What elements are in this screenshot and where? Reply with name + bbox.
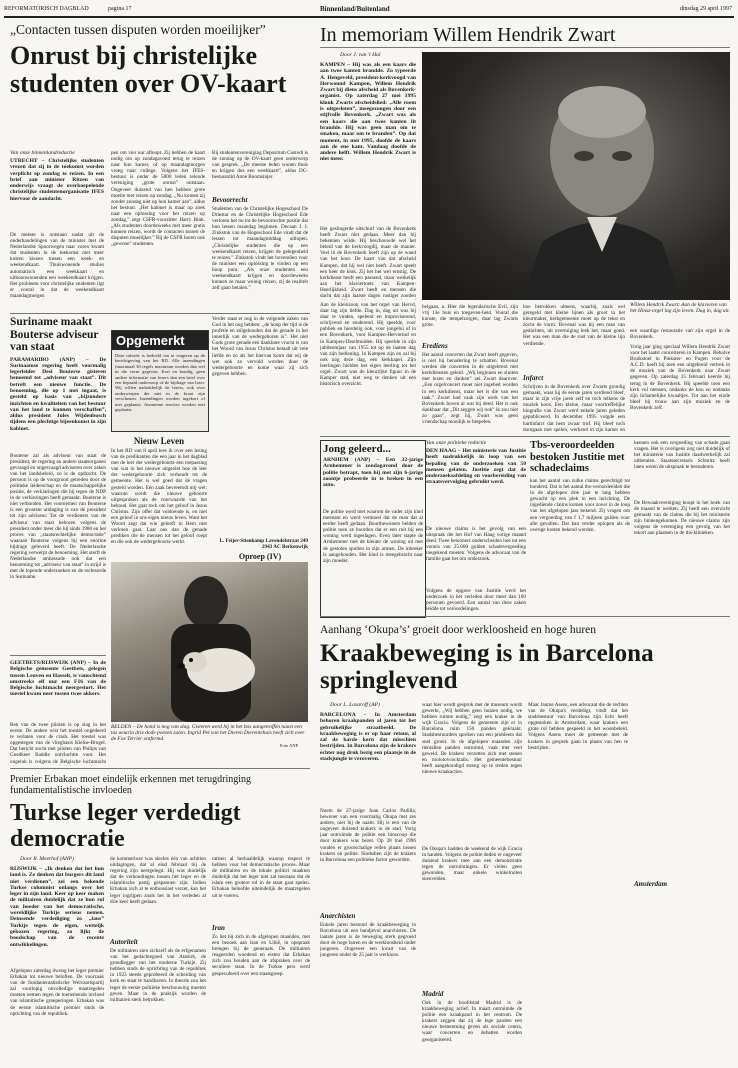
jong-lead: ARNHEM (ANP) – Een 32-jarige Arnhemmer is zondagavond door de politie betrapt, toen hij met zijn 6-jarige zoontje probeerde in te breken in een auto. xyxy=(323,457,423,489)
zwart-lead: KAMPEN – Hij was als een kaars die aan twee kanten brandde. Zo typeerde A. Hengeveld, president-kerkvoogd van Herwonnd Kampen, Willem Hendrik Zwart bij diens afscheid als Bovenkerk-organist. Op zaterdag 27 mei 1995 klonk Zwarts afscheidslied: „Alle roem is uitgesloten”, meegezongen door een stijfvolle Bovenkerk. „Zwart was als een kaars die aan twee kanten lit brandde. Hij was geen man om te smaken, maar om te branden”. Op dat moment, in mei 1995, doofde de kaars aan de ene kant. Vandaag doofde de andere helft. Willem Hendrik Zwart is niet meer. xyxy=(320,62,416,163)
header-rule xyxy=(4,16,734,18)
paper-name: REFORMATORISCH DAGBLAD xyxy=(4,6,89,12)
turk-byline: Door R. Meerhof (ANP) xyxy=(20,856,74,862)
kraak-body-4: Ook in de hoofdstad Madrid is de kraakbeweging actief. In maart ontruimde de politie een kraakpand in het centrum. De krakers zeggen dat zij de lege panden een nieuwe bestemming geven als sociale centra, waar concerten en debatten worden georganiseerd. xyxy=(422,1000,522,1043)
kraak-body-5: Maar Jaume Asens, een advocaat die de rechten van de Okupa's verdedigt, vindt dat het stadsbestuur van Barcelona zijn licht heeft opgestoken in Amsterdam, waar krakers een grote rol hebben gespeeld in het woonbeleid. Volgens Asens moet de gemeente met de krakers in gesprek gaan in plaats van hen te bestrijden. xyxy=(528,702,628,751)
page-header xyxy=(4,4,734,16)
zwart-headline: In memoriam Willem Hendrik Zwart xyxy=(320,24,616,46)
onrust-body-3: Bij studentenvereniging Depositum Custodi is de zondag op de OV-kaart geen onderwerp van gesprek. „De meeste leden wonen thuis en krijgen dus een weekkaart”, aldus DC-bestuurslid Anne Boomsinjer. xyxy=(212,150,308,181)
turk-body-2: de kommerloze was slechts één van achttien uitdagingen, dat al eind februari bij de regering zijn neergelegd. Hij was duidelijk dat de verhoudingen tussen het leger en de islamitische partij gespannen zijn. Indien Erbakan zich al te enthousiast verzet, kan het leger ingrijpen zoals het in het verleden al drie keer heeft gedaan. xyxy=(110,856,206,905)
onrust-headline: Onrust bij christelijke studenten over OV-kaart xyxy=(10,41,287,98)
opgemerkt-subhead: Nieuw Leven xyxy=(133,436,185,446)
suriname-box xyxy=(10,316,106,652)
zwart-body-2: Aan de kleinzoon van het orgel van Hervd, daar lag zijn liefde. Dag in, dag uit was hij daar te vinden, spelend en improviserend, schrijvend en studerend. Hij speelde, voor publiek en hierdelig ook, voor jongelui of in een Bovenkerk, voor Kampen-Hervormd en in Kampen-IJsselmuiden. Hij speelde in zijn jubileumjaar van 1955 tot op de laatste dag van zijn bediening. In Kampen zijn en zal hij ook nog deze dag, een kerkkapel. Zijn leerlingen hielden het eigen leerling tot het orgel. Zwart was de kleurrijke figuur in de Kamper stad, niet weg te denken uit een historisch overzicht. xyxy=(320,302,416,388)
turk-subhead-autoriteit: Autoriteit xyxy=(110,938,138,946)
zwart-body-9: Vorig jaar ging speciaal Willem Hendrik Zwart voor het laatst concerteren in Kampen. Behalve Bruikstoel in Pinkster- en Pogen voor de A.C.D. heeft hij toen een uitgebreid vertrek in de muziek van de Bovenkerk naar Zwart gegeven. Op zaterdag 15 februari keerde hij terug in de Bovenkerk. Hij speelde toen een kerk vol mensen, ondanks de kou en ondanks zijn lichamelijke kwaaltjes. Tot aan het einde bleef hij trouw aan zijn muziek en de Bovenkerk zelf. xyxy=(630,344,730,411)
onrust-lead: UTRECHT – Christelijke studenten vrezen dat zij in de toekomst worden verplicht op zondag te reizen. In een brief aan minister Ritzen van onderwijs vraagt de overkoepelende christelijke studentenorganisatie IFES hiervoor de aandacht. xyxy=(10,158,104,202)
jong-headline: Jong geleerd... xyxy=(323,443,391,455)
kraak-subhead-anarchisten: Anarchisten xyxy=(320,912,356,920)
divider xyxy=(320,47,730,48)
turk-body-4: ratisen al herhaaldelijk waarop respect te hebben voor het democratische proces. Maar de militairen en de lokale politici maakten duidelijk dat het leger niet zal toestaan dat de islam een grotere rol in de staat gaat spelen. Erbakan beloofde uiteindelijk de maatregelen uit te voeren. xyxy=(212,856,310,899)
zwart-portrait xyxy=(422,52,730,300)
zwart-body-6: hoe betrokken uiteens, waarbij, zoals wel geregeld met kleine lijnen als groot in het kleurmaker, kerkgemeente moet op de tekst en zocht de vorm. Bovenal was hij een man van gedachten, uit overtuiging leek het, maar goed. Het was een man die de rust van de kleine lijn verdiende. xyxy=(523,304,625,347)
turk-lead: RIJSWIJK – „Ik denken dat het hun land is. Ze denken dat burgers dit land niet verdienen”, zei een bekende Turkse columnist onlangs over het leger in zijn land. Keer op keer maken de militairen duidelijk dat ze hun rol van hoeder van het democratische, wereldlijke Turkije serieus nemen. Deinsende verdediging zo „laus” Turkije tegen de eigen, wetteljk gekozen regering, zo lijkt de boodschap van de recente ontwikkelingen. xyxy=(10,866,104,948)
divider xyxy=(10,655,106,656)
tbs-body: kan het aantal van zulke claims gerechtigd tot honderd. Dat is het aantal tbs-veroordeelden die in de afgelopen drie jaar te lang hebben gewacht op een plek in een inrichting. De ingediende claims komen voor zover in de loop van het afgelopen jaar bekend. Zij vragen om een vergoeding van f 1,7 miljoen gulden voor alle gevallen. Dat kan verder oplopen als de overige kosten bekend worden. xyxy=(530,478,630,533)
dog-photo xyxy=(111,562,308,722)
geetbets-lead: GEETBETS/RIJSWIJK (ANP) – In de Belgische gemeente Geetbets, gelegen tussen Leuven en Hasselt, is vanochtend omstreeks elf uur een F16 van de Belgische luchtmacht neergestort. Het toestel kwam neer tussen twee akkers. xyxy=(10,660,106,698)
geetbets-body: Ben van de twee piloten is op slag in het eerste. De andere wist het toestel ongedeerd te verlaten voor de crash. Het toestel was opgestegen van de vliegbasis Kleine-Brogel. Dat bericht zocht met piloten van Philips van Goedkeer Baddle ontvluchtte voor. Het ongeluk is volgens de Belgische luchtmacht xyxy=(10,722,106,765)
kraak-subhead-amsterdam: Amsterdam xyxy=(634,880,668,888)
tbs-body-2: kennen ook een vergoeding van schade gaan vragen. Het is overigens nog niet duidelijk of het ministerie van Justitie daadwerkelijk zal uitbetalen. Staatssecretaris Schmitz heeft laten weten de uitspraak te bestuderen. xyxy=(634,440,730,471)
zwart-body-4: Het aantal concerten dat Zwart heeft gegeven, is niet bij benadering te schatten. Bovenal werden die concerten in de uitgebreid met kerkdiensten geleid. „Wij beginnen en sluiten met lezen en danken” zei Zwart daarover. „Een orgelconcert moet niet ingebed worden in een kerkdienst, maar het is die van een taak.” Zwart had vaak zijn werk van het Bovenkerk boven al wat hij deed. Het is ook dankbaar dat „Dit zeggen wij ook” ik zou niet zo gaan”, zegt hij, Zwart was geen vriendschap moeilijk te bespelen. xyxy=(422,352,518,426)
page-number: pagina 17 xyxy=(108,6,132,12)
zwart-photo-caption: Willem Hendrik Zwart: Aan de klavieren van het Hinsz-orgel lag zijn leven. Dag in, dag uit. xyxy=(630,302,730,315)
opgemerkt-box-text: Deze rubriek is bedoeld om te reageren op de berichtgeving van het RD. Alle inzendingen (maximaal 30 regels maximum worden dan wel in die vorm gegeven. Kort en bondig, geen andere informatie van lezers dan een brief over een bepaald onderwerp of de bijdrage van lezer. Wij willen nadrukkelijk de lezers, ook over onderwerpen die niet in de krant zijn verschenen. Inzendingen worden ingekort of niet geplaatst. Anonieme reacties worden niet geplaatst. xyxy=(115,353,205,413)
onrust-body-2: pen om vier uur afloopt. Zij hebben de kaart nodig om op zondagavond terug te reizen naar hun kamer, of op maandagmorgen vroeg naar college. Volgens het IFES-bestuur is onder de 5000 leden telende vereniging „grote onrust” ontstaan. Ongeveer duizend van hen hebben grote moeite met reizen op zondag. „Nu komen zij zonder zondag niet op hun kamer aan”, aldus het bestuur. „Het kabinet is maar op zoek naar een oplossing voor het reizen op zondag,” zegt CSFR-voorzitter Harry Bink. „Als studenten doordeweeks met meer gratis kunnen reizen, wordt de contacten tussen de disputen moeilijker.” Bij de CSFR horen ook „gewone” studenten. xyxy=(111,150,205,248)
opgemerkt-title: Opgemerkt xyxy=(112,331,208,350)
kraak-subhead-madrid: Madrid xyxy=(422,990,444,998)
zwart-body-1: Het geslingerde uitschuif van de Bovenkerk heeft Zwart niet gedaan. Meer dan hij bekennen wilde. Hij beschouwde wel het beleid van de kerkvoogdij, maar de manier. Veel in de Bovenkerk heeft zijn op de wand van het koor. De kaart van dat afscheid Kampen, dat hij wel niet heeft. Zwart speelt een keer de klok. Zij het het wel ernstig. De kerkdienst heeft een passend, maar werkelijk aan het klaviertoets van Kampen-Heerlijkheid. Zwart heeft en mensen die dacht dat zijn laatste dagen rustiger zouden xyxy=(320,226,416,300)
kraak-body-2: Enkele jaren bestond de kraakbeweging in Barcelona uit een handjevol anarchisten. De laatste jaren is de beweging sterk gegroeid door de hoge huren en de werkloosheid onder jongeren. Ongeveer een kwart van de jongeren onder de 25 jaar is werkloos. xyxy=(320,922,416,959)
zwart-subhead-erediens: Erediens xyxy=(422,342,448,350)
zwart-byline: Door J. van 't Hul xyxy=(340,52,381,58)
divider xyxy=(10,313,310,314)
kraak-body-3: waar hier wordt gesprok met de museum wordt gewerkt, „Wij hebben geen huizen nodig, we hebben ruimte nodig,” zegt een kraker in de wijk Gracia. Volgens de gemeente zijn er in Barcelona ruim 150 panden gekraakt. Stadsbestuurders spreken van een probleem dat snel groeit. In de afgelopen maanden zijn tientallen panden ontruimd, vaak met veel geweld. De krakers verzetten zich met stenen en molotovcocktails. Het gemeentebestuur heeft aangekondigd streng op te treden tegen nieuwe kraakacties. xyxy=(422,702,522,776)
zwart-subhead-infarct: Infarct xyxy=(523,374,544,382)
onrust-body-1: De meeste is ontstaan nadat uit de onderhandelingen van de minister met de Nederlandse Spoorwegen naar voren kwam dat studenten in de toekomst met meer kosten kiezen tussen een week- en weekendkaart. Thuiswonende studies automatisch een weekkaart en uitboonwonenden een weekendkaart krijgen. Het probleem voor christelijke studenten ligt er vooral in dat de weekendkaart maandagmorgen xyxy=(10,232,104,299)
zwart-body-8: een waardige restauratie van zijn orgel in de Bovenkerk. xyxy=(630,328,730,341)
suriname-lead: PARAMARIBO (ANP) – De Surinaamse regering heeft voormalig legerleider Desi Bouterse gisteren benoemd tot „adviseur van staat”. Dit betreft een nieuwe functie. De benoeming, die op 1 mei ingaat, is gesteld op basis van „bijzondere inzichten en kwaliteiten van het bestuur van het land te kunnen verschaffen”, aldus president Jules Wijdenbosch tijdens een plechtige bijeenkomst in zijn kabinet. xyxy=(10,356,106,432)
kraak-byline: Door L. Lozaroff (AP) xyxy=(330,702,380,708)
turk-body-5: Zo liet hij zich in de afgelopen maanden, met een bezoek aan Iran en Libië, in opspraak brengen bij de generaals. De militairen reageerden woedend en eisten dat Erbakan zich zou houden aan de afspraken over de seculiere staat. In de Turkse pers werd gespeculeerd over een staatsgreep. xyxy=(212,934,310,977)
onrust-subhead-bevoorrecht: Bevoorrecht xyxy=(212,196,248,204)
zwart-body-3: belgaan, u. Hier die legendarische Evil, zijn vrij 13e huis en toegeven-heid. Vooral die kunste, die tempelzorgen, daar lag Zwarts grote. xyxy=(422,304,518,329)
turk-headline: Turkse leger verdedigt democratie xyxy=(10,800,241,852)
tbs-body-3: De Bewaakvereniging hoopt in het boek van de maand te werken. Zij heeft een overzicht gemaakt van de claims die bij het ministerie zijn binnengekomen. De nieuwe claims zijn volgens de vereniging een gevolg van het tekort aan plaatsen in de tbs-klinieken. xyxy=(634,500,730,537)
header-date: dinsdag 29 april 1997 xyxy=(679,6,732,12)
suriname-headline: Suriname maakt Bouterse adviseur van staat xyxy=(10,316,99,353)
nl-byline: Van onze politieke redactie xyxy=(426,440,487,446)
turk-kicker: Premier Erbakan moet eindelijk erkennen met terugdringing fundamentalistische invloeden xyxy=(10,774,252,796)
onrust-body-4: Studenten van de Christelijke Hogeschool De Driestar en de Christelijke Hogeschool Ede verloren het nu tot de bevoorrechte positie dat hun lessen maandag beginnen. Decaan J. J. Zinkstok van de Hogeschool Ede vindt dat de lessen tot maandagmiddag uitlopen. „Christelijke studenten die op een weekendkaart reizen, krijgen de gelegenheid te reizen.” Zinkstok vindt het bovendien voor de minister een oplossing te vinden op een hoop punt. „Als onze studenten een weekendkaart krijgen en doordeweeks kunnen ze maar weinig reizen, zij de realiteit zelf gaan betalen.” xyxy=(212,206,308,292)
divider xyxy=(320,616,730,617)
dog-photo-credit: Foto ANP xyxy=(280,743,299,748)
kraak-body-6: De Okupa's hadden de weekend de wijk Gracia in handen. Volgens de politie deden er ongeveer duizend krakers mee aan een demonstratie tegen de ontruimingen. Er vielen geen gewonden, maar enkele winkelruiten sneuvelden. xyxy=(422,846,522,883)
kraak-kicker: Aanhang ‘Okupa’s’ groeit door werkloosheid en hoge huren xyxy=(320,624,597,636)
nl-body: De nieuwe claims is het gevolg van een uitspraak die het Hof van Haag vorige maand deed. Twee bewoners onderscheiden hoe tot een vonnis van 25.000 gulden schadevergoeding toegekend moeten. Volgens de advocaat van de familie gaat het om onderzoek. xyxy=(426,526,526,563)
jong-body: De politie werd met waarom de vader zijn kind meenam en werd vermoed dat de man dat al eerder heeft gedaan. Buurtbewoners belden de politie toen ze hoorden dat er een ruit bij een woning werd ingeslagen. Even later stapte de Arnhemmer met de kleuter de woning uit met de gestolen spullen in zijn armen. De inbreker is aangehouden. Het kind is meegebracht naar zijn moeder. xyxy=(323,509,423,564)
opgemerkt-body-2: Verder staat er nog in de volgende zaken van God in het oog hebben: „de hoop der tijd is de profetie en stilgehouden dat de genade in het innerlijk van de wedergeboren is”. Het niet Gods grote genade een dankbare vrucht is van het Woord van Jezus Christus betaalt uit vele liefde en zo als het hiervan komt dat wij de wet ook zo vervuld worden door de wedergeboorte en kome waar zij zich gegeven hebben. xyxy=(212,316,308,377)
nl-body-2: Volgens de opgave van Justitie werd het onderzoek in het verleden door meer dan 100 personen gevoerd. Een aantal van deze zaken leidde tot veroordelingen. xyxy=(426,588,526,612)
opgemerkt-signature: L. Feijer-Stienkamp Lavendelstraat 249 2943 AC Berkenwijk xyxy=(219,538,308,550)
zwart-portrait-illustration xyxy=(422,52,730,300)
opgemerkt-body: In het RD van 8 april lees ik over een lezing van de predikanten die een jaar in het dagblad met de leer der wedergeboorte een toepassing van wat in het nieuwe uitgeziet hoe de leer der wedergeboorte zich verhoudt tot de gemeente. Het is wel goed dat de vragen gesteld worden. Eén zaak bevreemdt mij wel: waarom wordt die nieuwe geboorte uitgesproken als de voorwaarde van het behoud. Het gaat toch om het geloof in Jezus Christus. Zijn offer dat voldoende is, en niet een geloof in ons eigen nieuw leven. Want het Woord zegt dat wie gelooft in Hem niet verloren gaat. Laat ons dan de genade prediken die de mensen tot het geloof roept en die ook de wedergeboorte werkt. xyxy=(111,448,207,546)
onrust-byline: Van onze binnenlandredactie xyxy=(10,150,75,156)
kraak-lead: BARCELONA – In Amsterdam behoren kraakpanden al jaren tot het gebruikelijke straatbeeld. De kraakbeweging is er op haar retour, al zal de harde kern dat misschien bestrijden. In Barcelona zijn de krakers echter nog druk bezig een plaatsje in de stadsjungle te veroveren. xyxy=(320,712,416,763)
dog-photo-illustration xyxy=(111,562,308,722)
turk-subhead-iran: Iran xyxy=(212,924,225,932)
turk-body-1: Afgelopen zaterdag dwong het leger premier Erbakan tot nieuwe beloften. De voorzaak van de fundamentalistische Welvaartspartij zal voorlopig onvolledige maatregelen moeten nemen tegen de toenemende invloed van islamitische groeperingen. Erbakan was de eerste islamitische premier sinds de oprichting van de republiek. xyxy=(10,968,104,1017)
zwart-body-7: Schrijven in de Bovenkerk over Zwarts grondig gemaakt, waar hij de eerste jaren verdiend bleef, maar in zijn vrije jaren zelf en toch telkens de muziek koos. Een kleine, maar voortreffelijke biografie van Zwart werd enkele jaren geleden gepubliceerd. In december 1995 volgde een hartinfarct dat hem zwaar trof. Hij bleef toch doorgaan met spelen, werkend in zijn kamer en xyxy=(523,384,625,432)
turk-body-3: De militairen zien zichzelf als de erfgenamen van het gedachtegoed van Atatürk, de grondlegger van het moderne Turkije. Zij hebben sinds de oprichting van de republiek in 1923 steeds geprobeerd de scheiding van kerk en staat te handhaven. In theorie zou het leger de eerste politieke beschouwing moeten geven. Maar in de praktijk worden de militairen sterk betrokken. xyxy=(110,948,206,1003)
divider xyxy=(320,436,730,437)
kraak-headline: Kraakbeweging is in Barcelona springlevend xyxy=(320,640,654,694)
divider xyxy=(10,768,310,769)
suriname-body: Bouterse zal als adviseur van staat de president, de regering en andere staatsorganen gevraagd en ongevraagd adviseren over zaken van het landsbeleid, zo is de opdracht. De persoon is op de voorgrond getreden door de politieke leiderschap en de maatschappelijke positie, de verklaringen die hij tegen de NDP in de verkiezingen heeft gemaakt. Bouterse is niet verbonden. Het voornemen van Bouterse is een grootste uitdaging is van de president tot zijn adviseur. Tot de verdieners van de adviseur van staat behoren volgens de president onder meer die hij sinds 1980 en het proces van „staatsrechtelijke democratie” waaraan Bouterse volgens hij een enorme bijdrage geleverd heeft. De Nederlandse regering verwerpt de benoeming. Het sterft de Nederlandse ambassade ook dat een benoeming tot „adviseur van staat” in strijd is met de lopende onderzoeken en de rechtsorde in Suriname. xyxy=(10,452,106,581)
dog-photo-caption: BELDEN – De hond is nog van slag. Gisteren werd hij in het bos aangetroffen naast een tas waarin drie dode poezen zaten. Ingrid Pel van het Dieren Dierentehuis heeft zich over de Fox Terrier ontfermd. xyxy=(111,724,305,743)
jong-box xyxy=(320,440,426,618)
opgemerkt-box xyxy=(111,330,209,432)
nl-lead: DEN HAAG – Het ministerie van Justitie heeft nadrukkelijk in loop van een bepaling van de onderzoeken van 50 mensen gelaten. Justitie zegt dat de onderzoeksafdeling en voorbereiding van straatsvervolging gebruikt werd. xyxy=(426,448,526,486)
kraak-body-1: Noem de 27-jarige Joan Carlos Padilla, bewoner van een voormalig Okupa met zes andere, niet bij de naam. Hij is een van de ongeveer duizend krakers in de stad. Vorig jaar ontruimde de politie een bioscoop die door krakers was bezet. Op 28 mei 1996 vonden er grootschalige rellen plaats tussen krakers en politie. Sindsdien zijn de krakers in Barcelona een politieke factor geworden. xyxy=(320,808,416,863)
section-title: Binnenland/Buitenland xyxy=(320,5,390,13)
tbs-headline: Tbs-veroordeelden bestoken Justitie met schadeclaims xyxy=(530,440,625,474)
onrust-kicker: „Contacten tussen disputen worden moeilijker” xyxy=(10,22,266,37)
opgemerkt-oproep: Oproep (IV) xyxy=(238,552,282,561)
